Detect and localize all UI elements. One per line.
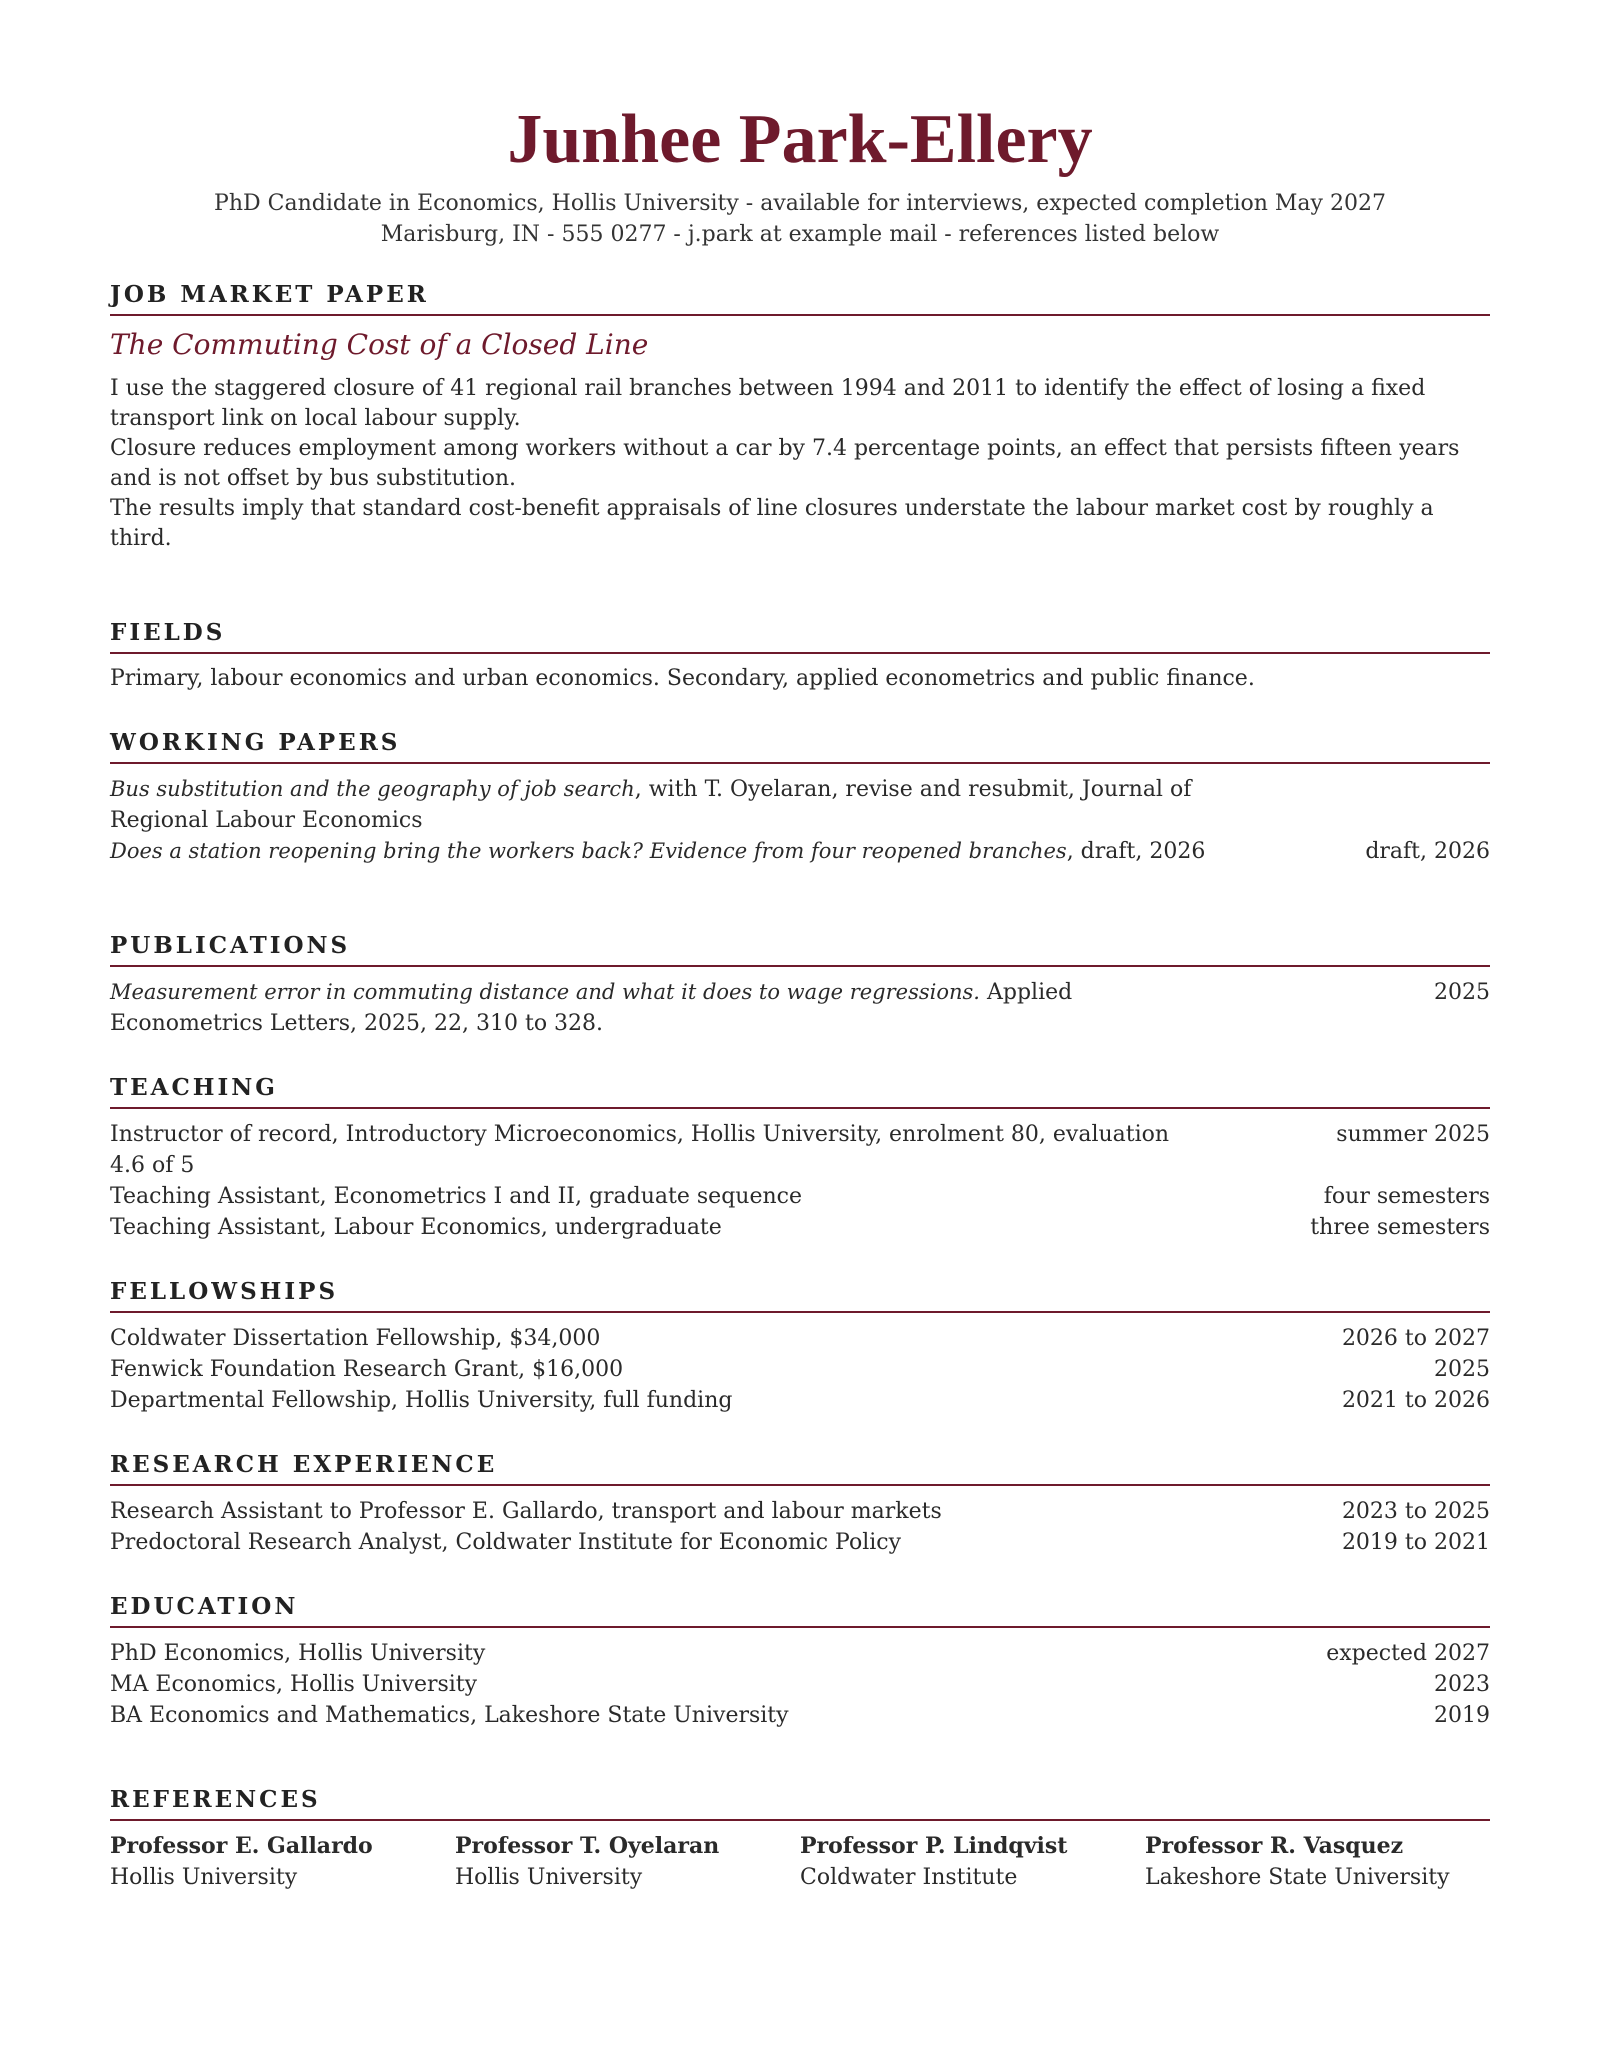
section-heading: FIELDS: [110, 618, 1490, 654]
jmp-paragraph: I use the staggered closure of 41 regional rail branches between 1994 and 2011 to identify the effect of losing a fixed transport link on local labour supply.: [110, 376, 1426, 431]
reference-name: Professor E. Gallardo: [110, 1833, 373, 1859]
working-paper-entry: [110, 836, 1210, 867]
list-item: [110, 1700, 1490, 1731]
entry-text: MA Economics, Hollis University: [110, 1672, 478, 1697]
section-education: [110, 1592, 1490, 1731]
reference-entry: [455, 1831, 800, 1893]
section-heading: EDUCATION: [110, 1592, 1490, 1628]
entry-text: Coldwater Dissertation Fellowship, $34,000: [110, 1326, 601, 1351]
list-item: [110, 774, 1490, 836]
list-item: [110, 836, 1490, 867]
entry-date: 2019 to 2021: [1341, 1530, 1490, 1555]
list-item: [110, 1638, 1490, 1669]
entry-date: 2021 to 2026: [1341, 1388, 1490, 1413]
reference-entry: [800, 1831, 1145, 1893]
entry-text: Teaching Assistant, Labour Economics, undergraduate: [110, 1215, 722, 1240]
section-heading: WORKING PAPERS: [110, 728, 1490, 764]
fields-text: Primary, labour economics and urban economics. Secondary, applied econometrics and public finance.: [110, 666, 1255, 691]
list-item: [110, 1354, 1490, 1385]
section-fellowships: [110, 1277, 1490, 1416]
list-item: [110, 1323, 1490, 1354]
entry-date: 2026 to 2027: [1341, 1326, 1490, 1351]
paper-title: Measurement error in commuting distance and what it does to wage regressions.: [110, 980, 980, 1004]
entry-date: 2025: [1434, 1357, 1490, 1382]
header-contact: Marisburg, IN - 555 0277 - j.park at example mail - references listed below: [380, 222, 1220, 247]
list-item: [110, 1527, 1490, 1558]
section-heading: REFERENCES: [110, 1785, 1490, 1821]
reference-affiliation: Coldwater Institute: [800, 1865, 1018, 1890]
candidate-name: Junhee Park-Ellery: [507, 101, 1093, 178]
list-item: [110, 1119, 1490, 1181]
entry-date: summer 2025: [1336, 1122, 1490, 1147]
section-teaching: [110, 1073, 1490, 1243]
entry-date: expected 2027: [1326, 1641, 1490, 1666]
reference-entry: [1145, 1831, 1490, 1893]
section-publications: [110, 931, 1490, 1039]
reference-name: Professor R. Vasquez: [1145, 1833, 1404, 1859]
section-research-experience: [110, 1450, 1490, 1558]
list-item: [110, 1385, 1490, 1416]
jmp-title: The Commuting Cost of a Closed Line: [110, 328, 649, 361]
section-references: [110, 1785, 1490, 1893]
section-heading: JOB MARKET PAPER: [110, 280, 1490, 316]
references-list: [110, 1831, 1490, 1893]
reference-affiliation: Lakeshore State University: [1145, 1865, 1450, 1890]
entry-date: 2019: [1434, 1703, 1490, 1728]
reference-affiliation: Hollis University: [455, 1865, 643, 1890]
entry-text: BA Economics and Mathematics, Lakeshore State University: [110, 1703, 789, 1728]
section-fields: [110, 618, 1490, 694]
entry-text: Predoctoral Research Analyst, Coldwater Institute for Economic Policy: [110, 1530, 902, 1555]
paper-details: Applied Econometrics Letters, 2025, 22, 310 to 328.: [110, 980, 1073, 1036]
list-item: [110, 1181, 1490, 1212]
section-heading: RESEARCH EXPERIENCE: [110, 1450, 1490, 1486]
paper-title: Does a station reopening bring the workers back? Evidence from four reopened branches: [110, 839, 1067, 863]
entry-text: Departmental Fellowship, Hollis University, full funding: [110, 1388, 733, 1413]
list-item: [110, 1669, 1490, 1700]
list-item: [110, 1212, 1490, 1243]
reference-affiliation: Hollis University: [110, 1865, 298, 1890]
section-heading: TEACHING: [110, 1073, 1490, 1109]
section-heading: PUBLICATIONS: [110, 931, 1490, 967]
section-heading: FELLOWSHIPS: [110, 1277, 1490, 1313]
reference-name: Professor P. Lindqvist: [800, 1833, 1068, 1859]
header-subtitle: PhD Candidate in Economics, Hollis University - available for interviews, expected completion May 2027: [214, 191, 1386, 216]
entry-date: three semesters: [1310, 1215, 1490, 1240]
paper-title: Bus substitution and the geography of job search: [110, 777, 635, 801]
paper-details: , draft, 2026: [1066, 839, 1206, 864]
section-working-papers: [110, 728, 1490, 867]
reference-name: Professor T. Oyelaran: [455, 1833, 720, 1859]
jmp-paragraph: The results imply that standard cost-benefit appraisals of line closures understate the labour market cost by roughly a third.: [110, 496, 1434, 551]
section-job-market-paper: [110, 280, 1490, 554]
entry-text: PhD Economics, Hollis University: [110, 1641, 486, 1666]
publication-entry: [110, 977, 1210, 1039]
reference-entry: [110, 1831, 455, 1893]
list-item: [110, 1496, 1490, 1527]
paper-details: , with T. Oyelaran, revise and resubmit, Journal of Regional Labour Economics: [110, 777, 1192, 833]
entry-date: draft, 2026: [1365, 839, 1490, 864]
entry-text: Teaching Assistant, Econometrics I and II, graduate sequence: [110, 1184, 802, 1209]
entry-date: four semesters: [1323, 1184, 1490, 1209]
entry-date: 2023: [1434, 1672, 1490, 1697]
cv-header: [110, 0, 1490, 250]
list-item: [110, 977, 1490, 1039]
entry-date: 2025: [1434, 980, 1490, 1005]
entry-text: Instructor of record, Introductory Microeconomics, Hollis University, enrolment 80, evaluation 4.6 of 5: [110, 1122, 1170, 1178]
entry-text: Research Assistant to Professor E. Gallardo, transport and labour markets: [110, 1499, 942, 1524]
jmp-paragraph: Closure reduces employment among workers without a car by 7.4 percentage points, an effect that persists fifteen years and is not offset by bus substitution.: [110, 436, 1460, 491]
working-paper-entry: [110, 774, 1210, 836]
entry-text: Fenwick Foundation Research Grant, $16,000: [110, 1357, 624, 1382]
entry-date: 2023 to 2025: [1341, 1499, 1490, 1524]
